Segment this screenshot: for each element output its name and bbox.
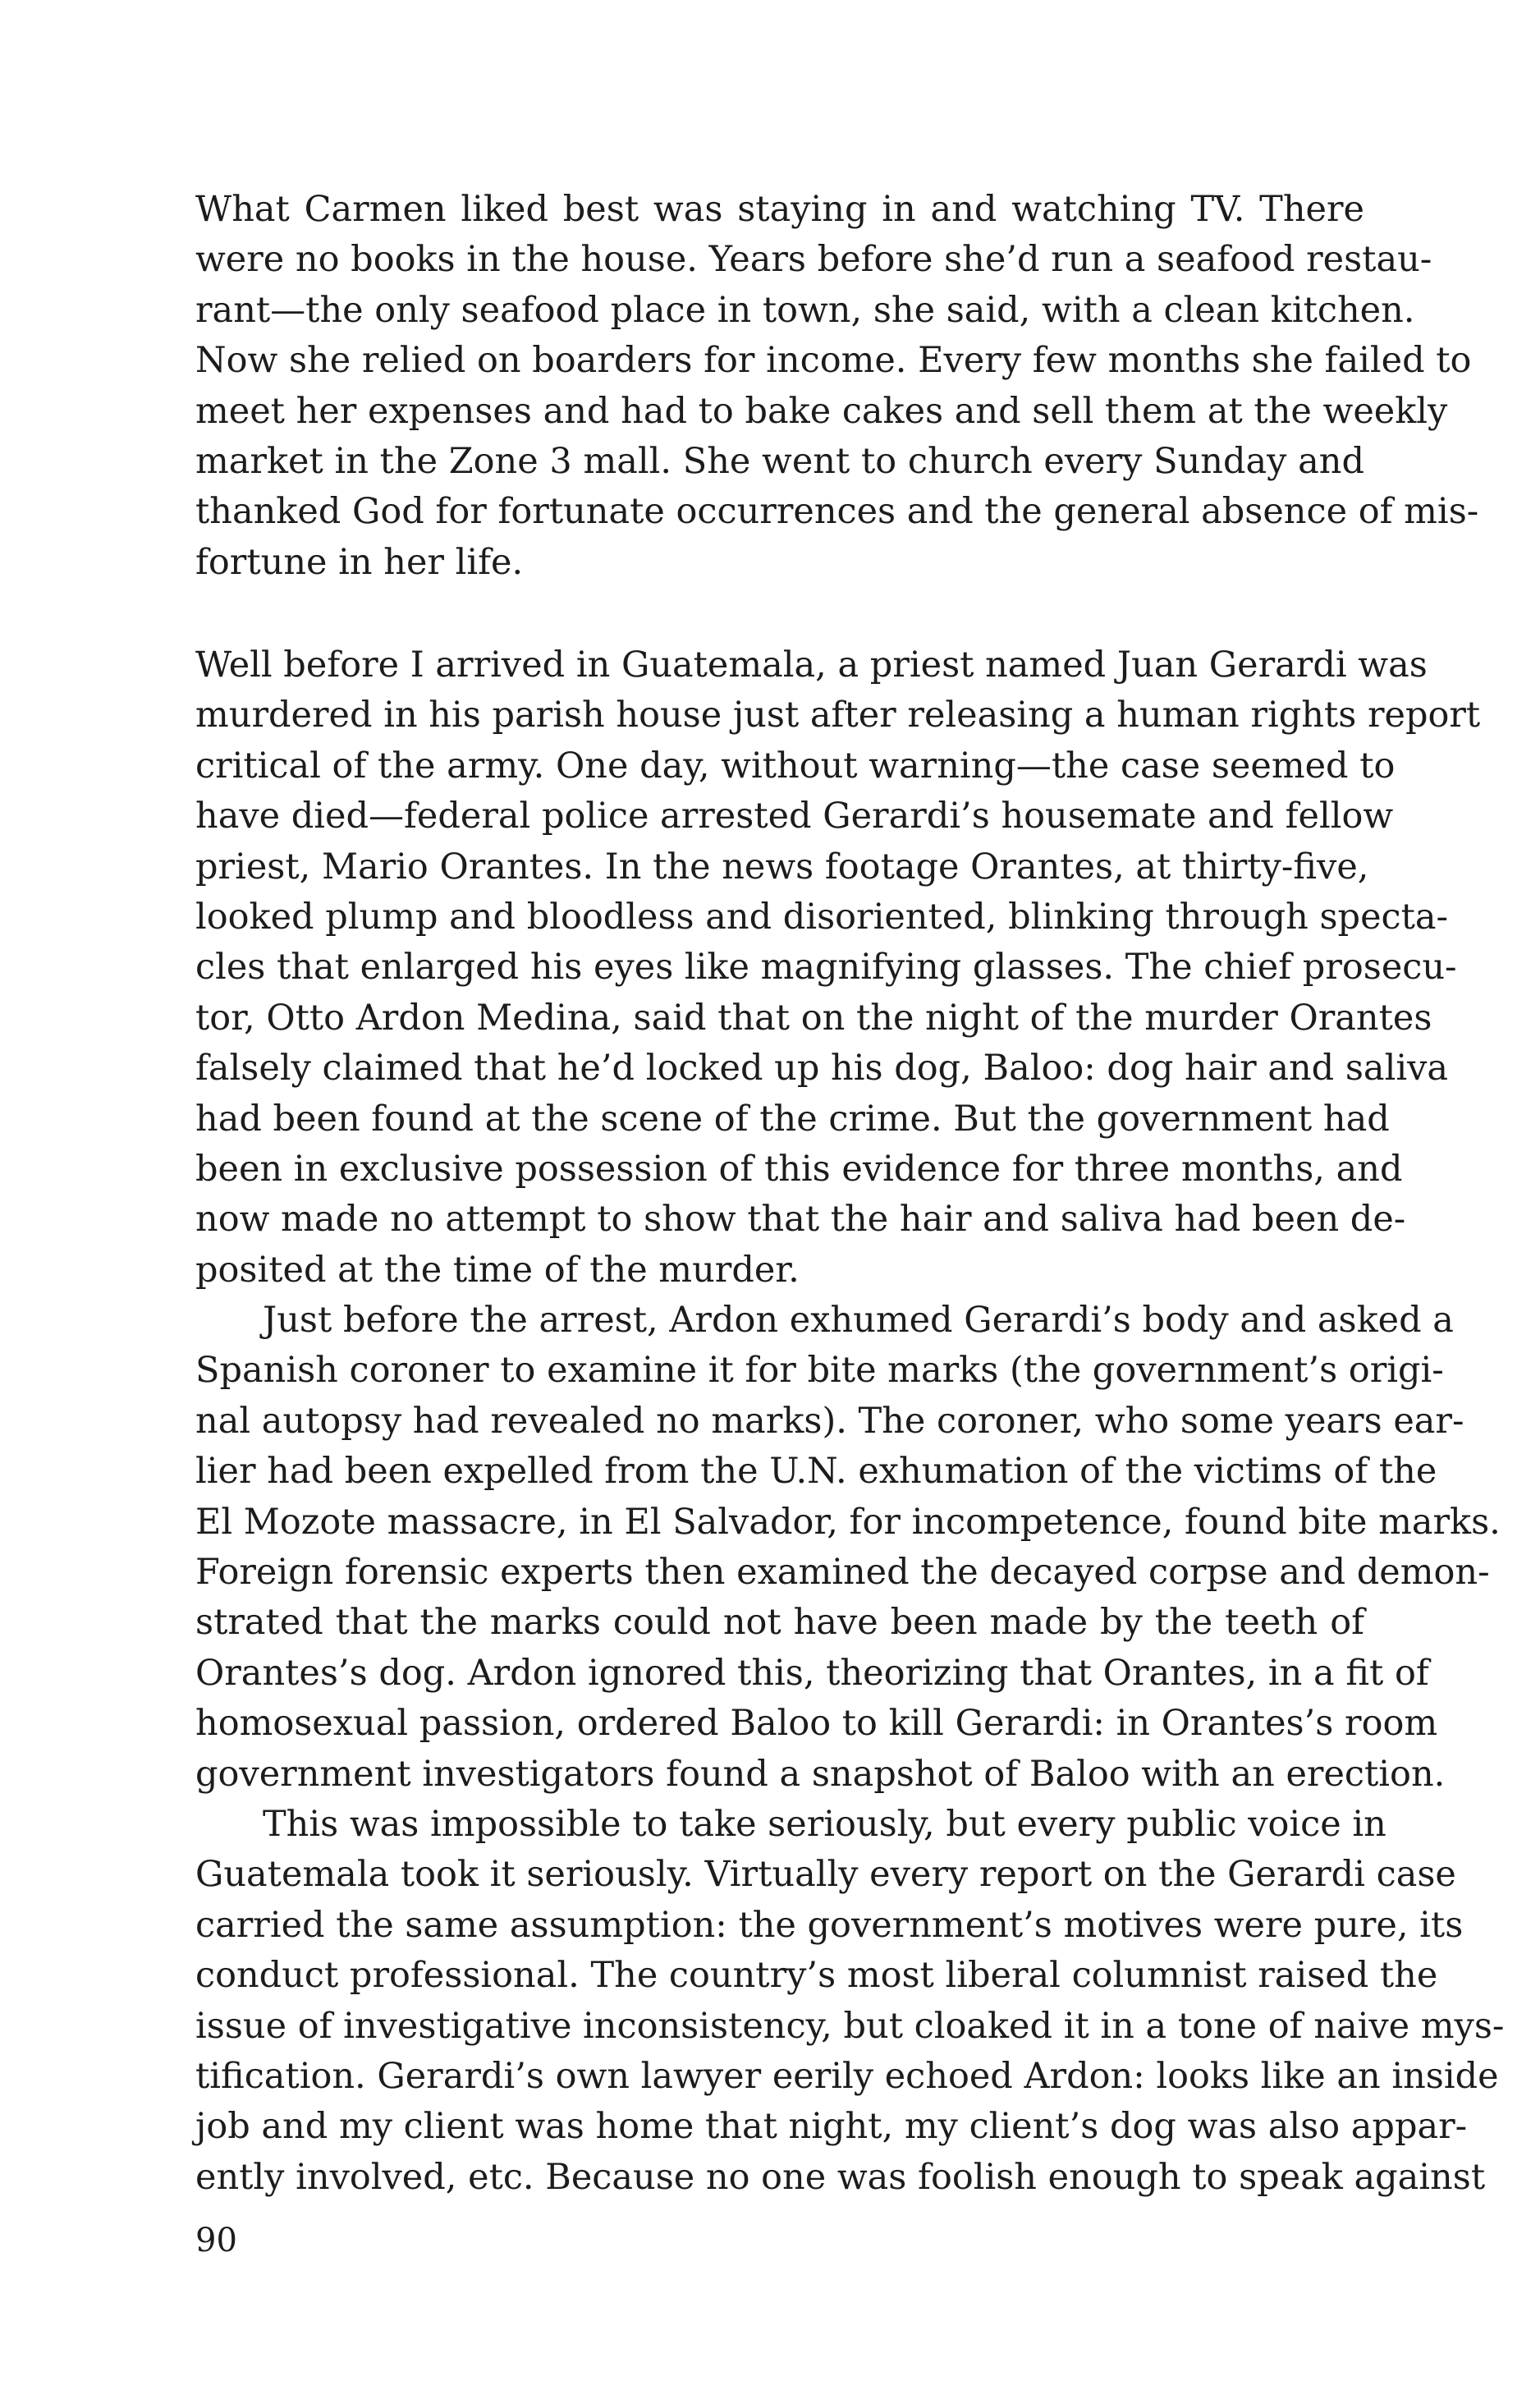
paragraph-carmen [195,185,1479,588]
section-gerardi [195,640,1505,2203]
text-line: Guatemala took it seriously. Virtually every report on the Gerardi case [195,1854,1456,1896]
text-line: tor, Otto Ardon Medina, said that on the night of the murder Orantes [195,997,1432,1039]
text-line: What Carmen liked best was staying in and watching TV. There [195,189,1364,230]
text-line: now made no attempt to show that the hair and saliva had been de- [195,1199,1406,1241]
text-line: Foreign forensic experts then examined the decayed corpse and demon- [195,1552,1490,1594]
text-line: nal autopsy had revealed no marks). The coroner, who some years ear- [195,1400,1464,1442]
text-line: had been found at the scene of the crime. But the government had [195,1098,1390,1140]
text-line: falsely claimed that he’d locked up his dog, Baloo: dog hair and saliva [195,1048,1448,1089]
text-line: job and my client was home that night, my client’s dog was also appar- [195,2106,1468,2148]
text-line: looked plump and bloodless and disoriented, blinking through specta- [195,896,1449,938]
text-line: posited at the time of the murder. [195,1249,800,1291]
page-number: 90 [195,2222,237,2259]
text-line: cles that enlarged his eyes like magnifying glasses. The chief prosecu- [195,947,1457,988]
text-line: market in the Zone 3 mall. She went to church every Sunday and [195,440,1364,482]
text-line: El Mozote massacre, in El Salvador, for incompetence, found bite marks. [195,1501,1501,1543]
text-line: tification. Gerardi’s own lawyer eerily echoed Ardon: looks like an inside [195,2055,1499,2097]
text-line: issue of investigative inconsistency, but cloaked it in a tone of naive mys- [195,2005,1505,2047]
text-line: been in exclusive possession of this evidence for three months, and [195,1148,1403,1190]
text-line: homosexual passion, ordered Baloo to kill Gerardi: in Orantes’s room [195,1703,1438,1745]
text-line: were no books in the house. Years before she’d run a seafood restau- [195,239,1432,281]
text-line: Well before I arrived in Guatemala, a priest named Juan Gerardi was [195,644,1428,686]
text-line: critical of the army. One day, without warning—the case seemed to [195,745,1396,787]
text-line: conduct professional. The country’s most liberal columnist raised the [195,1955,1438,1997]
text-line: meet her expenses and had to bake cakes and sell them at the weekly [195,390,1448,432]
text-line: Orantes’s dog. Ardon ignored this, theorizing that Orantes, in a fit of [195,1652,1429,1694]
text-line: This was impossible to take seriously, but every public voice in [263,1803,1386,1845]
text-line: fortune in her life. [195,541,524,583]
text-line: Spanish coroner to examine it for bite marks (the government’s origi- [195,1350,1444,1392]
text-line: ently involved, etc. Because no one was foolish enough to speak against [195,2156,1486,2198]
text-line: murdered in his parish house just after releasing a human rights report [195,695,1481,736]
text-line: government investigators found a snapshot of Baloo with an erection. [195,1753,1446,1795]
text-line: priest, Mario Orantes. In the news footage Orantes, at thirty-five, [195,846,1369,888]
text-line: strated that the marks could not have been made by the teeth of [195,1602,1364,1644]
text-line: lier had been expelled from the U.N. exhumation of the victims of the [195,1451,1437,1493]
text-line: thanked God for fortunate occurrences and the general absence of mis- [195,491,1479,533]
text-line: Just before the arrest, Ardon exhumed Gerardi’s body and asked a [263,1300,1454,1342]
text-line: rant—the only seafood place in town, she said, with a clean kitchen. [195,289,1415,331]
text-line: Now she relied on boarders for income. Every few months she failed to [195,340,1472,382]
text-line: have died—federal police arrested Gerardi’s housemate and fellow [195,796,1394,837]
text-line: carried the same assumption: the government’s motives were pure, its [195,1904,1464,1946]
